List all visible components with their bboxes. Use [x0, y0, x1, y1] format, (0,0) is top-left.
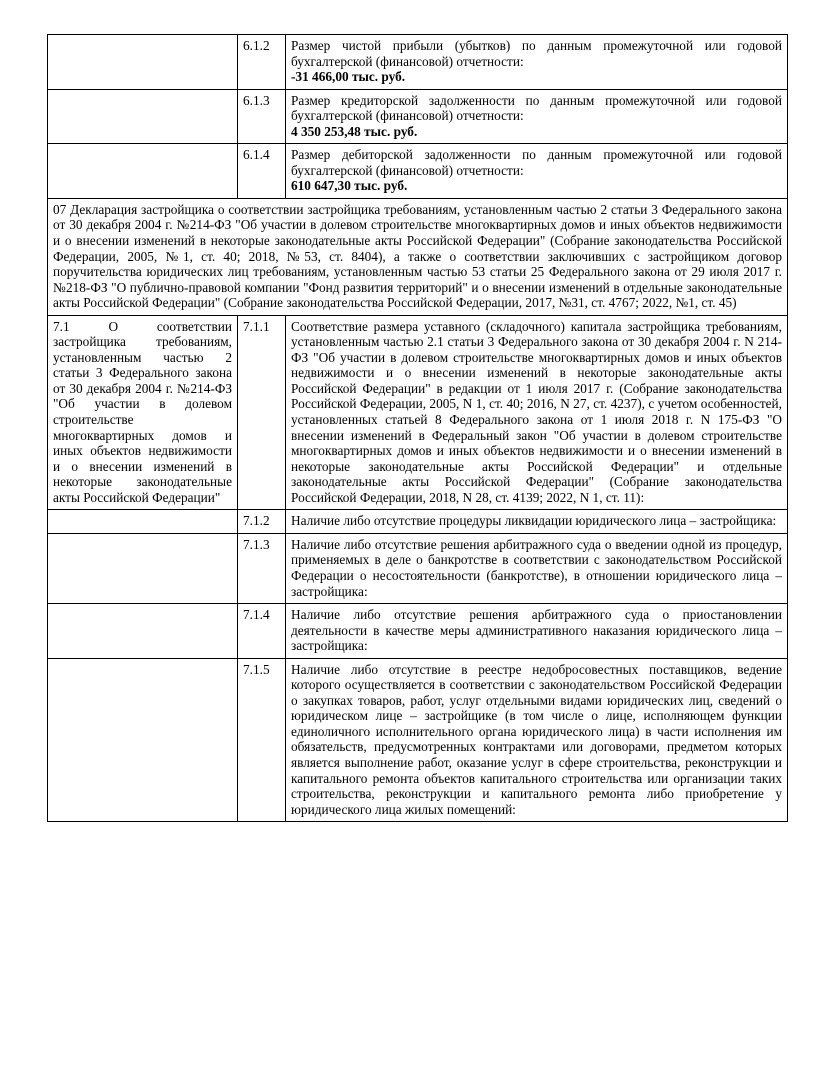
- row-code: 7.1.1: [238, 315, 286, 510]
- row-code: 7.1.5: [238, 658, 286, 821]
- row-code: 6.1.3: [238, 89, 286, 144]
- row-left-empty: [48, 658, 238, 821]
- table-row: [48, 604, 788, 659]
- row-description: Наличие либо отсутствие процедуры ликвидации юридического лица – застройщика:: [286, 510, 788, 534]
- row-content: [286, 89, 788, 144]
- row-left-empty: [48, 144, 238, 199]
- row-left-empty: [48, 35, 238, 90]
- row-left-empty: [48, 510, 238, 534]
- table-row: [48, 144, 788, 199]
- row-content: [286, 144, 788, 199]
- table-row-section-07: [48, 198, 788, 315]
- section-07-paragraph: 07 Декларация застройщика о соответствии застройщика требованиям, установленным частью 2 статьи 3 Федерального закона от 30 декабря 2004 г. №214-ФЗ "Об участии в долевом строительстве многоквартирных домов и иных объектов недвижимости и о внесении изменений в некоторые законодательные акты Российской Федерации" (Собрание законодательства Российской Федерации, 2005, №1, ст. 40; 2018, №53, ст. 8404), а также о соответствии заключивших с застройщиком договор поручительства юридических лиц требованиям, установленным частью 53 статьи 25 Федерального закона от 29 июля 2017 г. №218-ФЗ "О публично-правовой компании "Фонд развития территорий" и о внесении изменений в отдельные законодательные акты Российской Федерации" (Собрание законодательства Российской Федерации, 2017, №31, ст. 4767; 2022, №1, ст. 45): [48, 198, 788, 315]
- row-code: 6.1.4: [238, 144, 286, 199]
- row-value: 4 350 253,48 тыс. руб.: [291, 123, 418, 139]
- row-description: Наличие либо отсутствие в реестре недобросовестных поставщиков, ведение которого осуществляется в соответствии с законодательством Российской Федерации о закупках товаров, работ, услуг отдельными видами юридических лиц, сведений о юридическом лице – застройщике (в том числе о лице, исполняющем функции единоличного исполнительного органа юридического лица) в части исполнения им обязательств, предусмотренных контрактами или договорами, предметом которых является выполнение работ, оказание услуг в сфере строительства, реконструкции и капитального ремонта объектов капитального строительства или организации таких строительства, реконструкции и капитального ремонта либо приобретение у юридического лица жилых помещений:: [286, 658, 788, 821]
- row-description: Соответствие размера уставного (складочного) капитала застройщика требованиям, установленным частью 2.1 статьи 3 Федерального закона от 30 декабря 2004 г. N 214-ФЗ "Об участии в долевом строительстве многоквартирных домов и иных объектов недвижимости и о внесении изменений в некоторые законодательные акты Российской Федерации" в редакции от 1 июля 2017 г. (Собрание законодательства Российской Федерации, 2005, N 1, ст. 40; 2016, N 27, ст. 4237), с учетом особенностей, установленных статьей 8 Федерального закона от 1 июля 2018 г. N 175-ФЗ "О внесении изменений в Федеральный закон "Об участии в долевом строительстве многоквартирных домов и иных объектов недвижимости и о внесении изменений в некоторые законодательные акты Российской Федерации" и отдельные законодательные акты Российской Федерации" (Собрание законодательства Российской Федерации, 2018, N 28, ст. 4139; 2022, N 1, ст. 11):: [286, 315, 788, 510]
- row-value: 610 647,30 тыс. руб.: [291, 178, 408, 194]
- row-code: 7.1.3: [238, 533, 286, 603]
- row-value: -31 466,00 тыс. руб.: [291, 69, 406, 85]
- table-row: [48, 533, 788, 603]
- table-row: [48, 658, 788, 821]
- table-row: [48, 510, 788, 534]
- row-description: Размер чистой прибыли (убытков) по данным промежуточной или годовой бухгалтерской (финансовой) отчетности:: [291, 38, 782, 69]
- row-left-empty: [48, 604, 238, 659]
- table-row: [48, 35, 788, 90]
- row-left-empty: [48, 89, 238, 144]
- row-description: Размер кредиторской задолженности по данным промежуточной или годовой бухгалтерской (финансовой) отчетности:: [291, 92, 782, 124]
- row-code: 6.1.2: [238, 35, 286, 90]
- section-71-label: 7.1 О соответствии застройщика требованиям, установленным частью 2 статьи 3 Федерального закона от 30 декабря 2004 г. №214-ФЗ "Об участии в долевом строительстве многоквартирных домов и иных объектов недвижимости и о внесении изменений в некоторые законодательные акты Российской Федерации": [48, 315, 238, 510]
- row-code: 7.1.4: [238, 604, 286, 659]
- declaration-table: [47, 34, 788, 822]
- row-description: Размер дебиторской задолженности по данным промежуточной или годовой бухгалтерской (финансовой) отчетности:: [291, 147, 782, 178]
- table-row: [48, 315, 788, 510]
- row-description: Наличие либо отсутствие решения арбитражного суда о введении одной из процедур, применяемых в деле о банкротстве в соответствии с законодательством Российской Федерации о несостоятельности (банкротстве), в отношении юридического лица – застройщика:: [286, 533, 788, 603]
- row-left-empty: [48, 533, 238, 603]
- row-code: 7.1.2: [238, 510, 286, 534]
- table-row: [48, 89, 788, 144]
- row-content: [286, 35, 788, 90]
- row-description: Наличие либо отсутствие решения арбитражного суда о приостановлении деятельности в качестве меры административного наказания юридического лица – застройщика:: [286, 604, 788, 659]
